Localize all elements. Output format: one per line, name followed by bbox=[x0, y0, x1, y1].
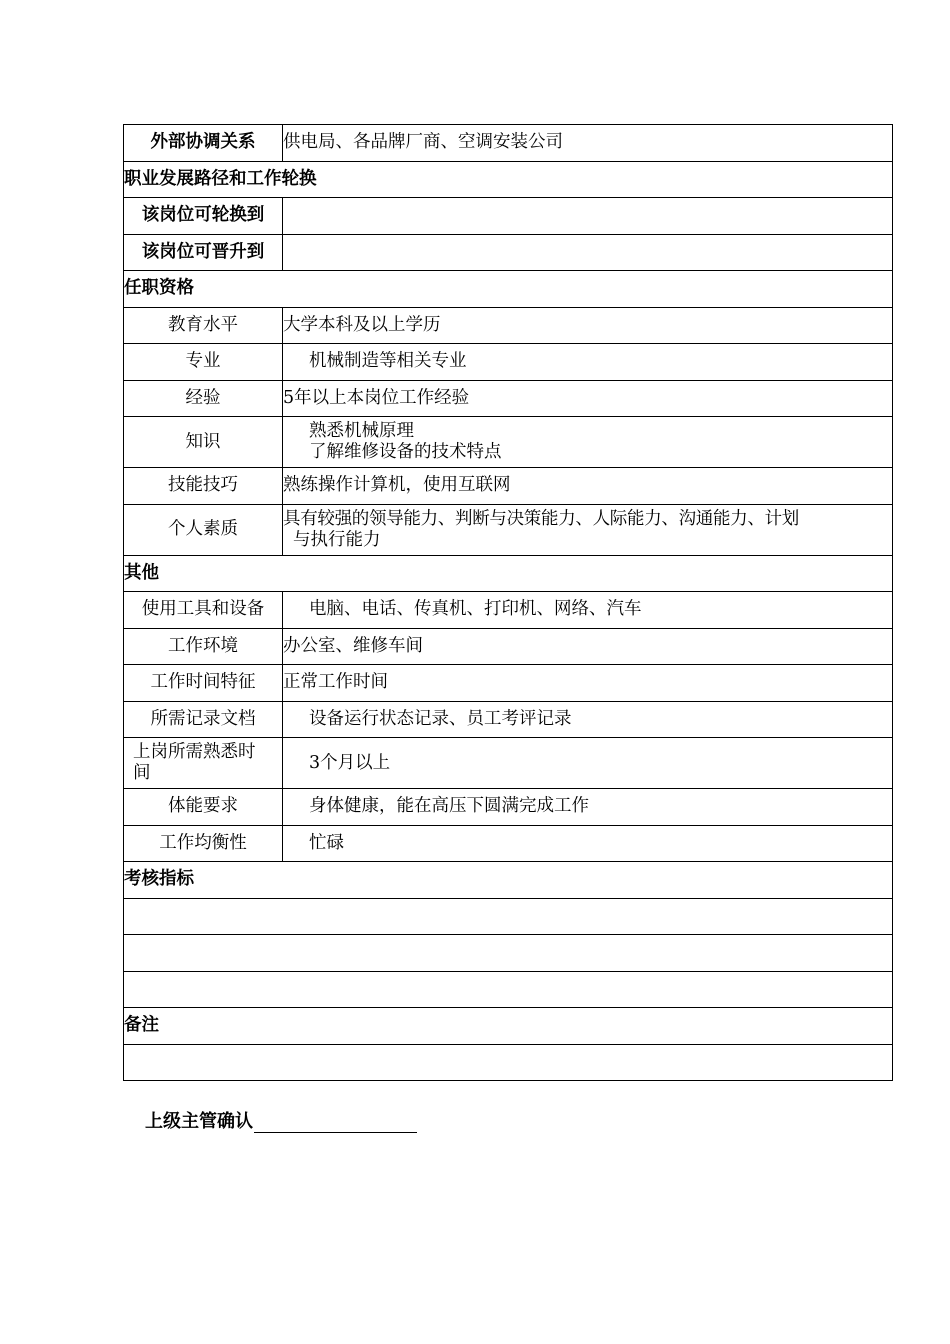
kpi-blank-row bbox=[124, 935, 893, 972]
job-description-table bbox=[123, 124, 893, 1081]
education-label: 教育水平 bbox=[124, 307, 283, 344]
promote-row bbox=[124, 234, 893, 271]
external-label: 外部协调关系 bbox=[124, 125, 283, 162]
remarks-section-row bbox=[124, 1008, 893, 1045]
education-row bbox=[124, 307, 893, 344]
records-label: 所需记录文档 bbox=[124, 701, 283, 738]
records-row bbox=[124, 701, 893, 738]
external-row bbox=[124, 125, 893, 162]
knowledge-line-1: 熟悉机械原理 bbox=[309, 421, 414, 441]
balance-label: 工作均衡性 bbox=[124, 825, 283, 862]
tools-row bbox=[124, 592, 893, 629]
rotate-row bbox=[124, 198, 893, 235]
remarks-section-title: 备注 bbox=[124, 1008, 893, 1045]
familiar-time-label bbox=[124, 738, 283, 789]
promote-label: 该岗位可晋升到 bbox=[124, 234, 283, 271]
work-time-row bbox=[124, 665, 893, 702]
work-time-value: 正常工作时间 bbox=[283, 665, 893, 702]
quality-label: 个人素质 bbox=[124, 504, 283, 555]
promote-value bbox=[283, 234, 893, 271]
remarks-blank-row bbox=[124, 1044, 893, 1081]
physical-row bbox=[124, 789, 893, 826]
balance-row bbox=[124, 825, 893, 862]
kpi-section-row bbox=[124, 862, 893, 899]
kpi-blank-row bbox=[124, 898, 893, 935]
records-value: 设备运行状态记录、员工考评记录 bbox=[283, 701, 893, 738]
kpi-blank-row bbox=[124, 971, 893, 1008]
rotate-label: 该岗位可轮换到 bbox=[124, 198, 283, 235]
supervisor-confirmation bbox=[145, 1107, 417, 1133]
major-row bbox=[124, 344, 893, 381]
experience-label: 经验 bbox=[124, 380, 283, 417]
knowledge-label: 知识 bbox=[124, 417, 283, 468]
skills-value: 熟练操作计算机，使用互联网 bbox=[283, 468, 893, 505]
quality-line-2: 与执行能力 bbox=[293, 529, 381, 550]
external-value: 供电局、各品牌厂商、空调安装公司 bbox=[283, 125, 893, 162]
kpi-blank-cell bbox=[124, 935, 893, 972]
familiar-time-label-line-1: 上岗所需熟悉时 bbox=[133, 742, 256, 762]
physical-label: 体能要求 bbox=[124, 789, 283, 826]
balance-value: 忙碌 bbox=[283, 825, 893, 862]
major-label: 专业 bbox=[124, 344, 283, 381]
familiar-time-value: 3个月以上 bbox=[283, 738, 893, 789]
kpi-section-title: 考核指标 bbox=[124, 862, 893, 899]
knowledge-row bbox=[124, 417, 893, 468]
skills-row bbox=[124, 468, 893, 505]
supervisor-confirmation-label: 上级主管确认 bbox=[145, 1111, 253, 1132]
remarks-blank-cell bbox=[124, 1044, 893, 1081]
environment-value: 办公室、维修车间 bbox=[283, 628, 893, 665]
environment-row bbox=[124, 628, 893, 665]
experience-value: 5年以上本岗位工作经验 bbox=[283, 380, 893, 417]
environment-label: 工作环境 bbox=[124, 628, 283, 665]
physical-value: 身体健康，能在高压下圆满完成工作 bbox=[283, 789, 893, 826]
tools-label: 使用工具和设备 bbox=[124, 592, 283, 629]
kpi-blank-cell bbox=[124, 971, 893, 1008]
signature-blank-line bbox=[254, 1114, 417, 1133]
qualifications-section-row bbox=[124, 271, 893, 308]
other-section-row bbox=[124, 555, 893, 592]
tools-value: 电脑、电话、传真机、打印机、网络、汽车 bbox=[283, 592, 893, 629]
kpi-blank-cell bbox=[124, 898, 893, 935]
skills-label: 技能技巧 bbox=[124, 468, 283, 505]
familiar-time-row bbox=[124, 738, 893, 789]
familiar-time-label-line-2: 间 bbox=[133, 763, 151, 783]
education-value: 大学本科及以上学历 bbox=[283, 307, 893, 344]
knowledge-line-2: 了解维修设备的技术特点 bbox=[309, 442, 502, 462]
quality-line-1: 具有较强的领导能力、判断与决策能力、人际能力、沟通能力、计划 bbox=[283, 508, 799, 529]
career-section-row bbox=[124, 161, 893, 198]
career-section-title: 职业发展路径和工作轮换 bbox=[124, 161, 893, 198]
other-section-title: 其他 bbox=[124, 555, 893, 592]
major-value: 机械制造等相关专业 bbox=[283, 344, 893, 381]
rotate-value bbox=[283, 198, 893, 235]
qualifications-section-title: 任职资格 bbox=[124, 271, 893, 308]
quality-value bbox=[283, 504, 893, 555]
work-time-label: 工作时间特征 bbox=[124, 665, 283, 702]
knowledge-value bbox=[283, 417, 893, 468]
experience-row bbox=[124, 380, 893, 417]
quality-row bbox=[124, 504, 893, 555]
